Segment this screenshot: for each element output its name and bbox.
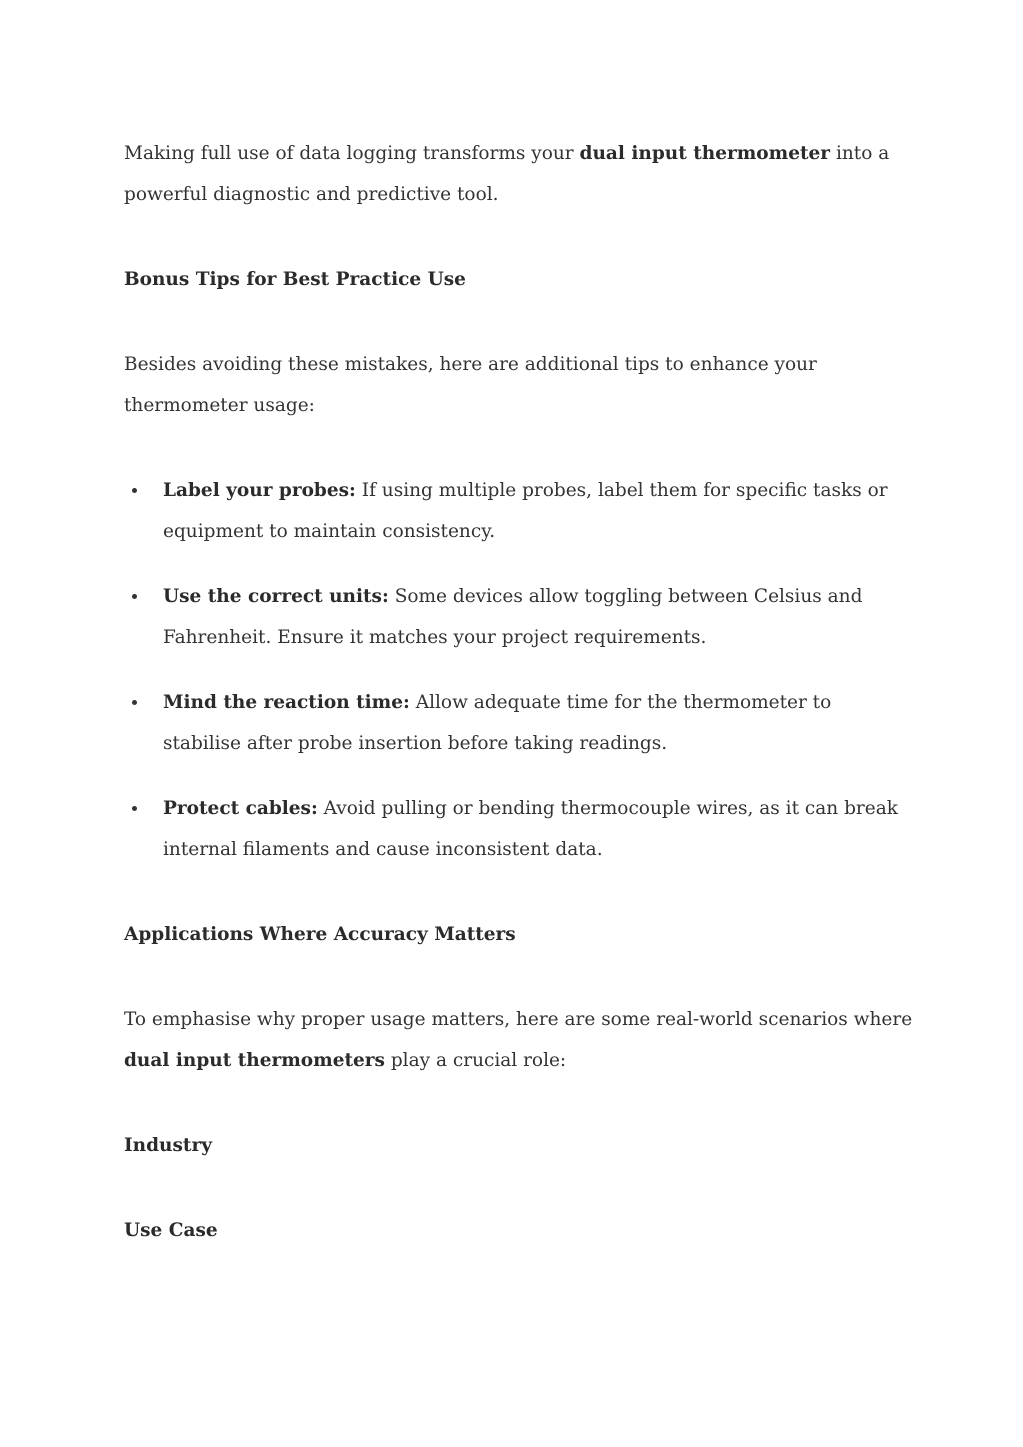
bonus-tips-heading: Bonus Tips for Best Practice Use bbox=[124, 269, 466, 290]
use-case-column-header: Use Case bbox=[124, 1220, 218, 1241]
bonus-intro-paragraph: Besides avoiding these mistakes, here are additional tips to enhance your thermometer usage: bbox=[124, 354, 817, 416]
tip-title: Protect cables: bbox=[163, 798, 318, 819]
list-item bbox=[124, 682, 914, 764]
tip-title: Label your probes: bbox=[163, 480, 356, 501]
applications-text-start: To emphasise why proper usage matters, here are some real-world scenarios where bbox=[124, 1009, 913, 1030]
applications-bold-term: dual input thermometers bbox=[124, 1050, 385, 1071]
intro-paragraph bbox=[124, 133, 914, 215]
applications-text-end: play a crucial role: bbox=[384, 1050, 567, 1071]
list-item bbox=[124, 576, 914, 658]
tip-text: Some devices allow toggling between Celsius and Fahrenheit. Ensure it matches your project requirements. bbox=[163, 586, 863, 648]
bullet-icon bbox=[132, 594, 137, 599]
bullet-icon bbox=[132, 806, 137, 811]
tip-title: Use the correct units: bbox=[163, 586, 389, 607]
list-item bbox=[124, 470, 914, 552]
document-page bbox=[124, 133, 914, 1295]
tip-text: Avoid pulling or bending thermocouple wires, as it can break internal filaments and cause inconsistent data. bbox=[163, 798, 898, 860]
intro-text-end: into a powerful diagnostic and predictive tool. bbox=[124, 143, 890, 205]
intro-bold-term: dual input thermometer bbox=[579, 143, 831, 164]
list-item bbox=[124, 788, 914, 870]
bullet-icon bbox=[132, 488, 137, 493]
industry-column-header: Industry bbox=[124, 1135, 212, 1156]
tip-text: Allow adequate time for the thermometer to stabilise after probe insertion before taking readings. bbox=[163, 692, 832, 754]
tips-list bbox=[124, 470, 914, 870]
applications-intro-paragraph bbox=[124, 999, 914, 1081]
tip-title: Mind the reaction time: bbox=[163, 692, 410, 713]
applications-heading: Applications Where Accuracy Matters bbox=[124, 924, 516, 945]
bullet-icon bbox=[132, 700, 137, 705]
tip-text: If using multiple probes, label them for specific tasks or equipment to maintain consistency. bbox=[163, 480, 888, 542]
intro-text-start: Making full use of data logging transforms your bbox=[124, 143, 580, 164]
